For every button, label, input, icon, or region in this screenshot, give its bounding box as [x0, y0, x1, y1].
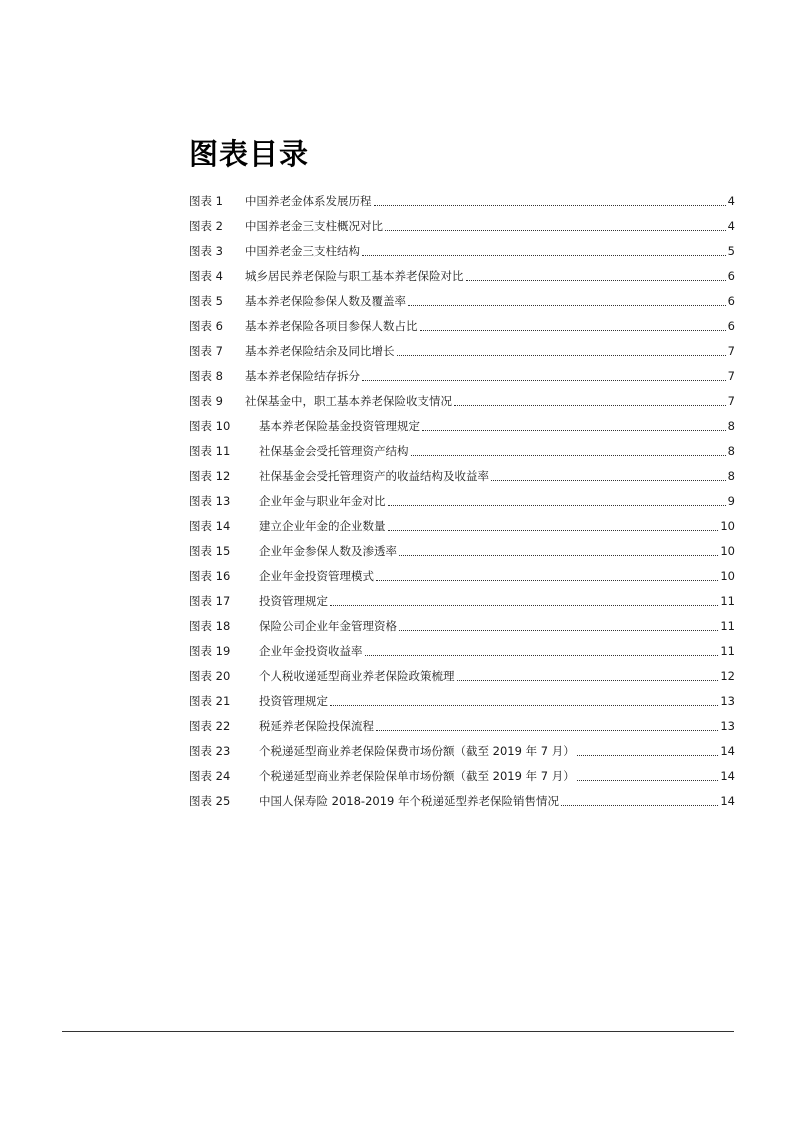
toc-entry[interactable]	[189, 564, 735, 589]
toc-entry-title: 中国人保寿险 2018-2019 年个税递延型养老保险销售情况	[259, 794, 559, 808]
toc-entry-page: 6	[727, 294, 735, 308]
toc-entry[interactable]	[189, 589, 735, 614]
toc-entry-title: 城乡居民养老保险与职工基本养老保险对比	[245, 269, 464, 283]
toc-entry-page: 11	[720, 594, 735, 608]
toc-entry-title: 社保基金会受托管理资产的收益结构及收益率	[259, 469, 489, 483]
dot-leader	[388, 530, 719, 531]
toc-entry[interactable]	[189, 189, 735, 214]
toc-entry-label: 图表 12	[189, 469, 231, 483]
toc-entry-title: 个税递延型商业养老保险保单市场份额（截至 2019 年 7 月）	[259, 769, 575, 783]
dot-leader	[376, 730, 718, 731]
dot-leader	[399, 630, 718, 631]
toc-entry-page: 9	[727, 494, 735, 508]
toc-entry-label: 图表 4	[189, 269, 223, 283]
toc-entry[interactable]	[189, 664, 735, 689]
toc-entry-page: 8	[727, 444, 735, 458]
toc-entry[interactable]	[189, 489, 735, 514]
dot-leader	[365, 655, 719, 656]
dot-leader	[376, 580, 718, 581]
dot-leader	[466, 280, 726, 281]
toc-entry[interactable]	[189, 214, 735, 239]
toc-entry-title: 投资管理规定	[259, 594, 328, 608]
dot-leader	[362, 255, 726, 256]
toc-entry-page: 12	[720, 669, 735, 683]
toc-entry-page: 8	[727, 469, 735, 483]
toc-entry-title: 基本养老保险参保人数及覆盖率	[245, 294, 406, 308]
toc-entry-label: 图表 11	[189, 444, 231, 458]
toc-entry-title: 企业年金参保人数及渗透率	[259, 544, 397, 558]
toc-entry[interactable]	[189, 239, 735, 264]
toc-entry-page: 11	[720, 644, 735, 658]
toc-entry-title: 企业年金投资收益率	[259, 644, 363, 658]
dot-leader	[491, 480, 726, 481]
toc-entry-title: 社保基金中，职工基本养老保险收支情况	[245, 394, 452, 408]
toc-entry[interactable]	[189, 314, 735, 339]
toc-entry[interactable]	[189, 639, 735, 664]
dot-leader	[577, 755, 719, 756]
toc-entry-label: 图表 16	[189, 569, 231, 583]
dot-leader	[385, 230, 726, 231]
toc-entry[interactable]	[189, 439, 735, 464]
toc-entry-page: 13	[720, 694, 735, 708]
dot-leader	[454, 405, 726, 406]
toc-entry-title: 个税递延型商业养老保险保费市场份额（截至 2019 年 7 月）	[259, 744, 575, 758]
toc-entry-title: 个人税收递延型商业养老保险政策梳理	[259, 669, 455, 683]
toc-entry-label: 图表 5	[189, 294, 223, 308]
toc-entry[interactable]	[189, 764, 735, 789]
toc-entry[interactable]	[189, 289, 735, 314]
toc-entry-page: 14	[720, 794, 735, 808]
table-of-figures	[189, 189, 735, 814]
toc-entry[interactable]	[189, 789, 735, 814]
toc-entry-title: 税延养老保险投保流程	[259, 719, 374, 733]
toc-entry-page: 10	[720, 519, 735, 533]
toc-entry-title: 保险公司企业年金管理资格	[259, 619, 397, 633]
toc-entry-page: 10	[720, 544, 735, 558]
toc-entry[interactable]	[189, 264, 735, 289]
toc-entry-label: 图表 18	[189, 619, 231, 633]
toc-entry[interactable]	[189, 464, 735, 489]
toc-entry-page: 7	[727, 344, 735, 358]
toc-entry-label: 图表 20	[189, 669, 231, 683]
toc-entry[interactable]	[189, 689, 735, 714]
toc-entry[interactable]	[189, 339, 735, 364]
toc-entry-page: 7	[727, 394, 735, 408]
toc-entry-label: 图表 22	[189, 719, 231, 733]
toc-entry-page: 4	[727, 219, 735, 233]
toc-entry-page: 13	[720, 719, 735, 733]
dot-leader	[399, 555, 718, 556]
toc-entry-label: 图表 1	[189, 194, 223, 208]
toc-entry-page: 5	[727, 244, 735, 258]
toc-entry-page: 4	[727, 194, 735, 208]
toc-entry-page: 10	[720, 569, 735, 583]
dot-leader	[362, 380, 726, 381]
toc-entry-label: 图表 14	[189, 519, 231, 533]
toc-entry[interactable]	[189, 614, 735, 639]
toc-entry-title: 基本养老保险各项目参保人数占比	[245, 319, 418, 333]
toc-entry-page: 8	[727, 419, 735, 433]
toc-entry[interactable]	[189, 739, 735, 764]
toc-entry-label: 图表 17	[189, 594, 231, 608]
dot-leader	[374, 205, 726, 206]
toc-entry[interactable]	[189, 514, 735, 539]
page-title: 图表目录	[189, 137, 310, 171]
toc-entry-title: 中国养老金三支柱概况对比	[245, 219, 383, 233]
toc-entry-title: 企业年金投资管理模式	[259, 569, 374, 583]
toc-entry-title: 中国养老金三支柱结构	[245, 244, 360, 258]
toc-entry-page: 14	[720, 769, 735, 783]
toc-entry-label: 图表 13	[189, 494, 231, 508]
toc-entry-label: 图表 6	[189, 319, 223, 333]
toc-entry-page: 6	[727, 319, 735, 333]
toc-entry-label: 图表 23	[189, 744, 231, 758]
toc-entry-title: 投资管理规定	[259, 694, 328, 708]
toc-entry-label: 图表 25	[189, 794, 231, 808]
dot-leader	[397, 355, 726, 356]
dot-leader	[408, 305, 726, 306]
dot-leader	[577, 780, 719, 781]
toc-entry[interactable]	[189, 714, 735, 739]
toc-entry[interactable]	[189, 389, 735, 414]
toc-entry-label: 图表 2	[189, 219, 223, 233]
toc-entry-page: 14	[720, 744, 735, 758]
footer-divider	[62, 1031, 734, 1032]
toc-entry-title: 中国养老金体系发展历程	[245, 194, 372, 208]
toc-entry-page: 11	[720, 619, 735, 633]
toc-entry-title: 基本养老保险结余及同比增长	[245, 344, 395, 358]
dot-leader	[330, 705, 718, 706]
toc-entry[interactable]	[189, 539, 735, 564]
dot-leader	[457, 680, 719, 681]
toc-entry[interactable]	[189, 364, 735, 389]
toc-entry-label: 图表 19	[189, 644, 231, 658]
toc-entry-title: 基本养老保险基金投资管理规定	[259, 419, 420, 433]
toc-entry-label: 图表 24	[189, 769, 231, 783]
toc-entry-label: 图表 3	[189, 244, 223, 258]
dot-leader	[330, 605, 718, 606]
toc-entry[interactable]	[189, 414, 735, 439]
toc-entry-title: 基本养老保险结存拆分	[245, 369, 360, 383]
toc-entry-label: 图表 8	[189, 369, 223, 383]
dot-leader	[388, 505, 726, 506]
toc-entry-page: 6	[727, 269, 735, 283]
toc-entry-title: 企业年金与职业年金对比	[259, 494, 386, 508]
toc-entry-label: 图表 7	[189, 344, 223, 358]
dot-leader	[411, 455, 726, 456]
toc-entry-label: 图表 21	[189, 694, 231, 708]
toc-entry-title: 建立企业年金的企业数量	[259, 519, 386, 533]
toc-entry-label: 图表 10	[189, 419, 231, 433]
dot-leader	[422, 430, 726, 431]
dot-leader	[561, 805, 718, 806]
dot-leader	[420, 330, 726, 331]
toc-entry-title: 社保基金会受托管理资产结构	[259, 444, 409, 458]
toc-entry-label: 图表 9	[189, 394, 223, 408]
toc-entry-page: 7	[727, 369, 735, 383]
toc-entry-label: 图表 15	[189, 544, 231, 558]
